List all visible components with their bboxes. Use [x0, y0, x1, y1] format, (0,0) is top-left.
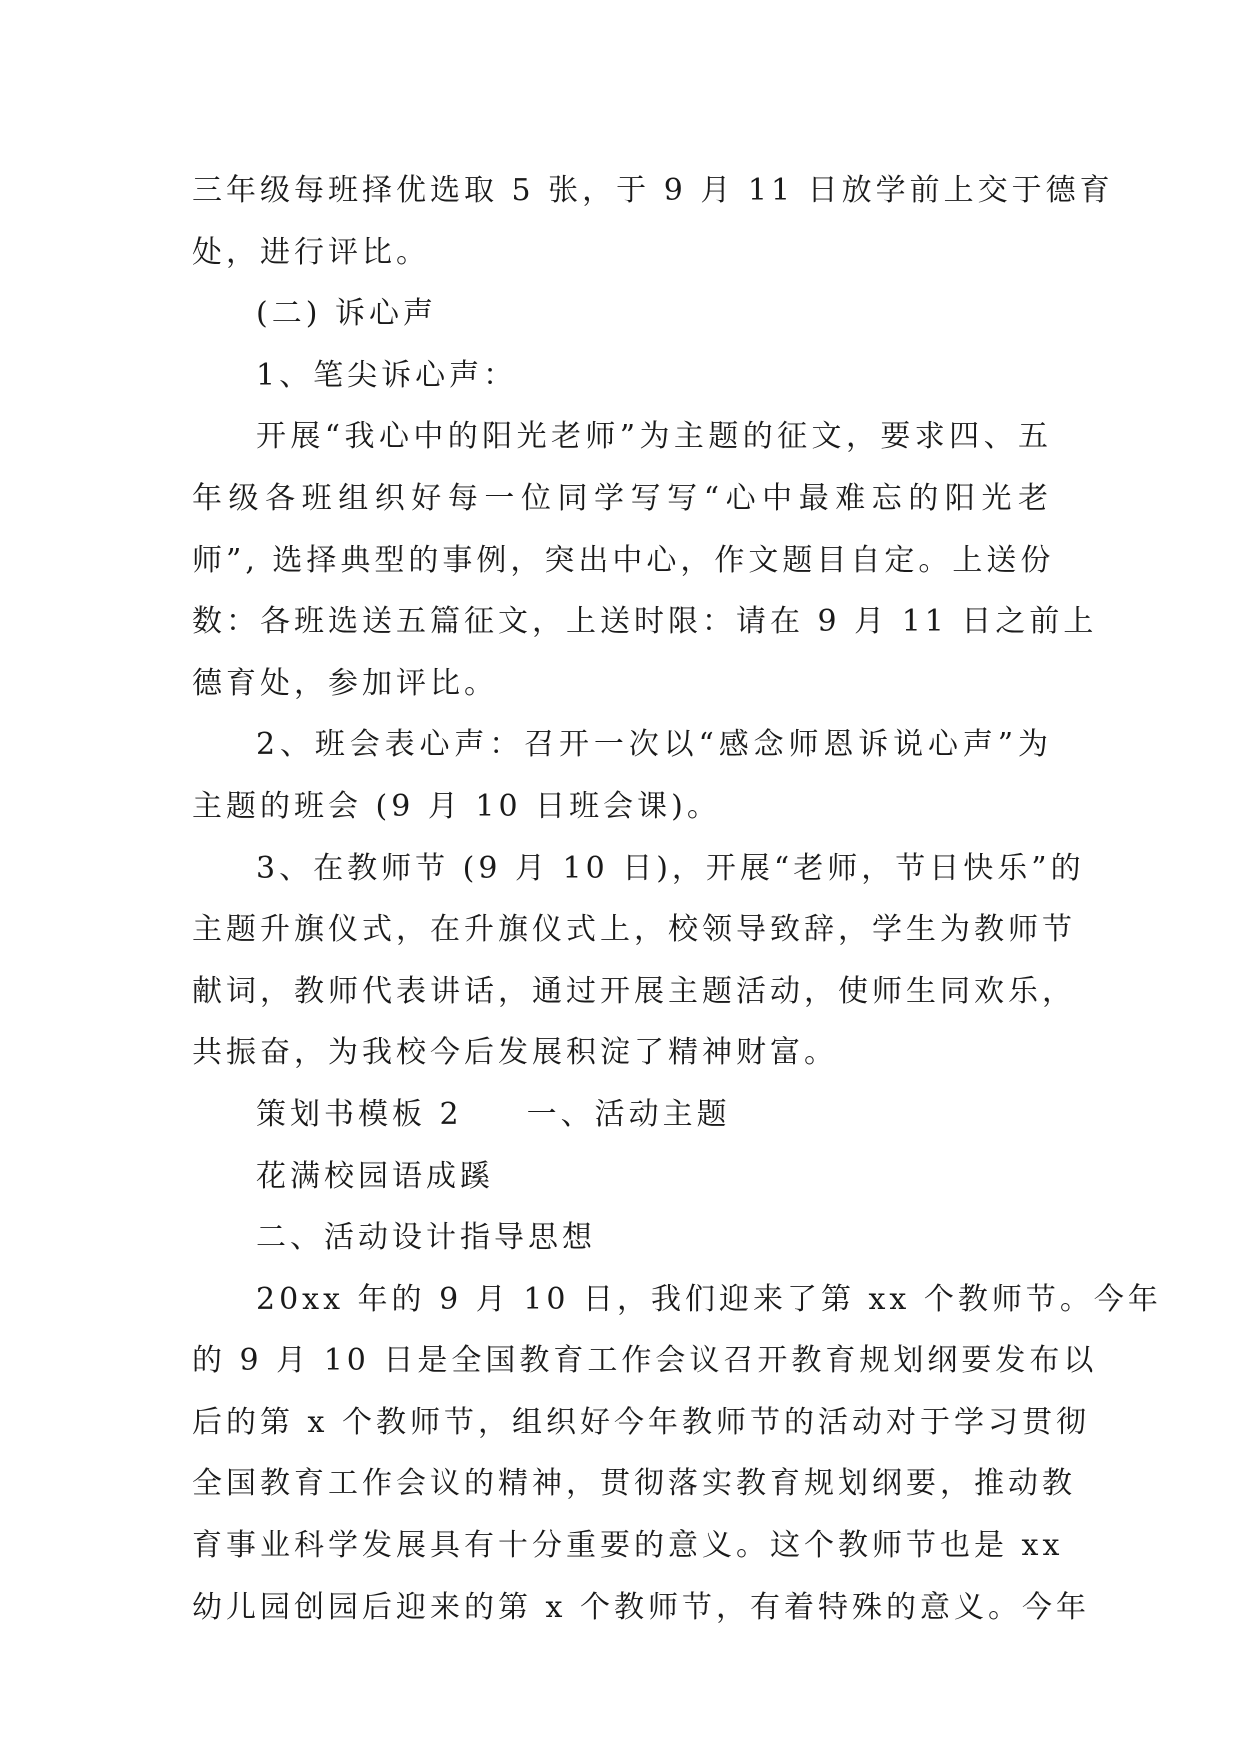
- text-line: 献词，教师代表讲话，通过开展主题活动，使师生同欢乐，: [192, 973, 1076, 1009]
- section-heading: (二) 诉心声: [256, 296, 437, 332]
- text-line: 德育处，参加评比。: [192, 665, 498, 701]
- text-line: 育事业科学发展具有十分重要的意义。这个教师节也是 xx: [192, 1528, 1064, 1564]
- text-line: 主题的班会 (9 月 10 日班会课)。: [192, 788, 721, 824]
- text-line: 年级各班组织好每一位同学写写“心中最难忘的阳光老: [192, 480, 1052, 516]
- text-line: 开展“我心中的阳光老师”为主题的征文，要求四、五: [256, 419, 1052, 455]
- text-line: 3、在教师节 (9 月 10 日)，开展“老师，节日快乐”的: [256, 850, 1085, 886]
- text-line: 的 9 月 10 日是全国教育工作会议召开教育规划纲要发布以: [192, 1343, 1098, 1379]
- text-line: 幼儿园创园后迎来的第 x 个教师节，有着特殊的意义。今年: [192, 1589, 1090, 1625]
- text-line: 2、班会表心声：召开一次以“感念师恩诉说心声”为: [256, 727, 1052, 763]
- text-line: 共振奋，为我校今后发展积淀了精神财富。: [192, 1035, 838, 1071]
- text-line: 后的第 x 个教师节，组织好今年教师节的活动对于学习贯彻: [192, 1404, 1090, 1440]
- subsection-heading: 1、笔尖诉心声：: [256, 357, 518, 393]
- text-line: 数：各班选送五篇征文，上送时限：请在 9 月 11 日之前上: [192, 604, 1098, 640]
- document-body: [192, 160, 1162, 1638]
- text-line: 20xx 年的 9 月 10 日，我们迎来了第 xx 个教师节。今年: [256, 1281, 1162, 1317]
- text-line: 三年级每班择优选取 5 张，于 9 月 11 日放学前上交于德育: [192, 173, 1114, 208]
- text-line: 全国教育工作会议的精神，贯彻落实教育规划纲要，推动教: [192, 1466, 1076, 1502]
- text-line: 师”, 选择典型的事例，突出中心，作文题目自定。上送份: [192, 542, 1055, 578]
- text-line: 主题升旗仪式，在升旗仪式上，校领导致辞，学生为教师节: [192, 912, 1076, 948]
- activity-theme: 花满校园语成蹊: [256, 1158, 494, 1194]
- template-title: 策划书模板 2: [256, 1096, 463, 1132]
- template-heading-line: [192, 1084, 1052, 1146]
- section-heading: 一、活动主题: [526, 1096, 731, 1132]
- section-heading: 二、活动设计指导思想: [256, 1220, 596, 1256]
- text-line: 处，进行评比。: [192, 234, 430, 270]
